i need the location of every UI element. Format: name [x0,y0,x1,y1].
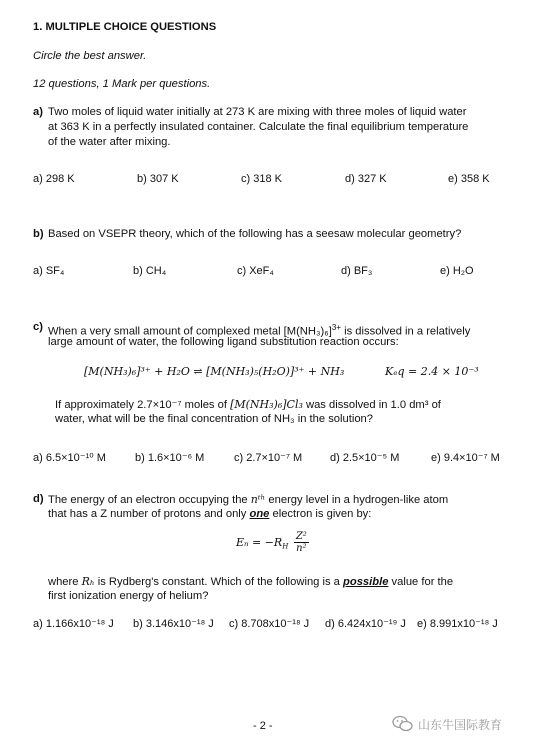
option-d[interactable]: d) 6.424x10⁻¹⁹ J [325,618,406,630]
question-text-line: water, what will be the final concentration of NH₃ in the solution? [55,413,373,425]
question-text-line: at 363 K in a perfectly insulated container. Calculate the final equilibrium temperature [48,121,469,133]
marks-text: 12 questions, 1 Mark per questions. [33,78,211,90]
question-text-line: Based on VSEPR theory, which of the following has a seesaw molecular geometry? [48,228,462,240]
watermark-text: 山东牛国际教育 [418,718,503,732]
question-text-line [48,492,448,508]
page-number: - 2 - [253,720,273,732]
option-b[interactable]: b) 307 K [137,173,179,185]
option-e[interactable]: e) H₂O [440,265,474,277]
option-d[interactable]: d) BF₃ [341,265,373,277]
fraction-numerator: Z² [295,531,307,542]
option-c[interactable]: c) 2.7×10⁻⁷ M [234,452,303,464]
equation-subscript: H [282,542,289,551]
reaction-equation: [M(NH₃)₆]³⁺ + H₂O ⇌ [M(NH₃)₅(H₂O)]³⁺ + NH₃ [84,365,345,378]
option-c[interactable]: c) 8.708x10⁻¹⁸ J [229,618,310,630]
section-heading: 1. MULTIPLE CHOICE QUESTIONS [33,21,217,33]
option-c[interactable]: c) XeF₄ [237,265,274,277]
text-part: was dissolved in 1.0 dm³ of [302,399,441,411]
option-c[interactable]: c) 318 K [241,173,282,185]
question-text-line [55,397,441,413]
question-text-line: of the water after mixing. [48,136,171,148]
option-e[interactable]: e) 358 K [448,173,490,185]
option-a[interactable]: a) 298 K [33,173,75,185]
question-label: d) [33,493,44,505]
text-part: value for the [388,576,454,588]
energy-equation [236,531,309,554]
equation-lhs: Eₙ = −R [236,536,283,549]
level-n: nᵗʰ [250,493,266,506]
option-d[interactable]: d) 327 K [345,173,387,185]
text-part: If approximately 2.7×10⁻⁷ moles of [55,399,231,411]
text-part: energy level in a hydrogen-like atom [265,494,449,506]
equation-fraction [294,531,309,554]
text-part: is dissolved in a relatively [341,325,471,338]
text-part: electron is given by: [269,508,372,520]
text-part: is Rydberg's constant. Which of the following is a [94,576,344,588]
emphasis-one: one [249,508,270,520]
question-label: c) [33,321,43,333]
question-text-line: large amount of water, the following ligand substitution reaction occurs: [48,336,399,348]
question-text-line [48,507,371,522]
complex-formula: [M(NH₃)₆]Cl₃ [230,398,303,411]
text-part: The energy of an electron occupying the [48,494,251,506]
text-part: that has a Z number of protons and only [48,508,250,520]
equilibrium-constant: Kₑq = 2.4 × 10⁻³ [385,365,479,378]
fraction-denominator: n² [296,543,307,554]
option-e[interactable]: e) 9.4×10⁻⁷ M [431,452,500,464]
question-label: a) [33,106,43,118]
option-b[interactable]: b) 1.6×10⁻⁶ M [135,452,205,464]
rydberg-symbol: Rₕ [81,575,95,588]
text-part: where [48,576,82,588]
instruction-text: Circle the best answer. [33,50,147,62]
wechat-icon [392,715,414,733]
option-e[interactable]: e) 8.991x10⁻¹⁸ J [417,618,498,630]
question-label: b) [33,228,44,240]
option-a[interactable]: a) 6.5×10⁻¹⁰ M [33,452,106,464]
question-text-line: Two moles of liquid water initially at 273 K are mixing with three moles of liquid water [48,106,467,118]
option-a[interactable]: a) SF₄ [33,265,65,277]
option-b[interactable]: b) CH₄ [133,265,167,277]
question-text-line [48,574,453,590]
question-text-line: first ionization energy of helium? [48,590,209,602]
text-part: When a very small amount of complexed metal [M(NH₃)₆] [48,325,332,338]
option-d[interactable]: d) 2.5×10⁻⁵ M [330,452,400,464]
option-b[interactable]: b) 3.146x10⁻¹⁸ J [133,618,214,630]
emphasis-possible: possible [343,576,389,588]
option-a[interactable]: a) 1.166x10⁻¹⁸ J [33,618,114,630]
superscript-charge: 3+ [331,323,341,332]
